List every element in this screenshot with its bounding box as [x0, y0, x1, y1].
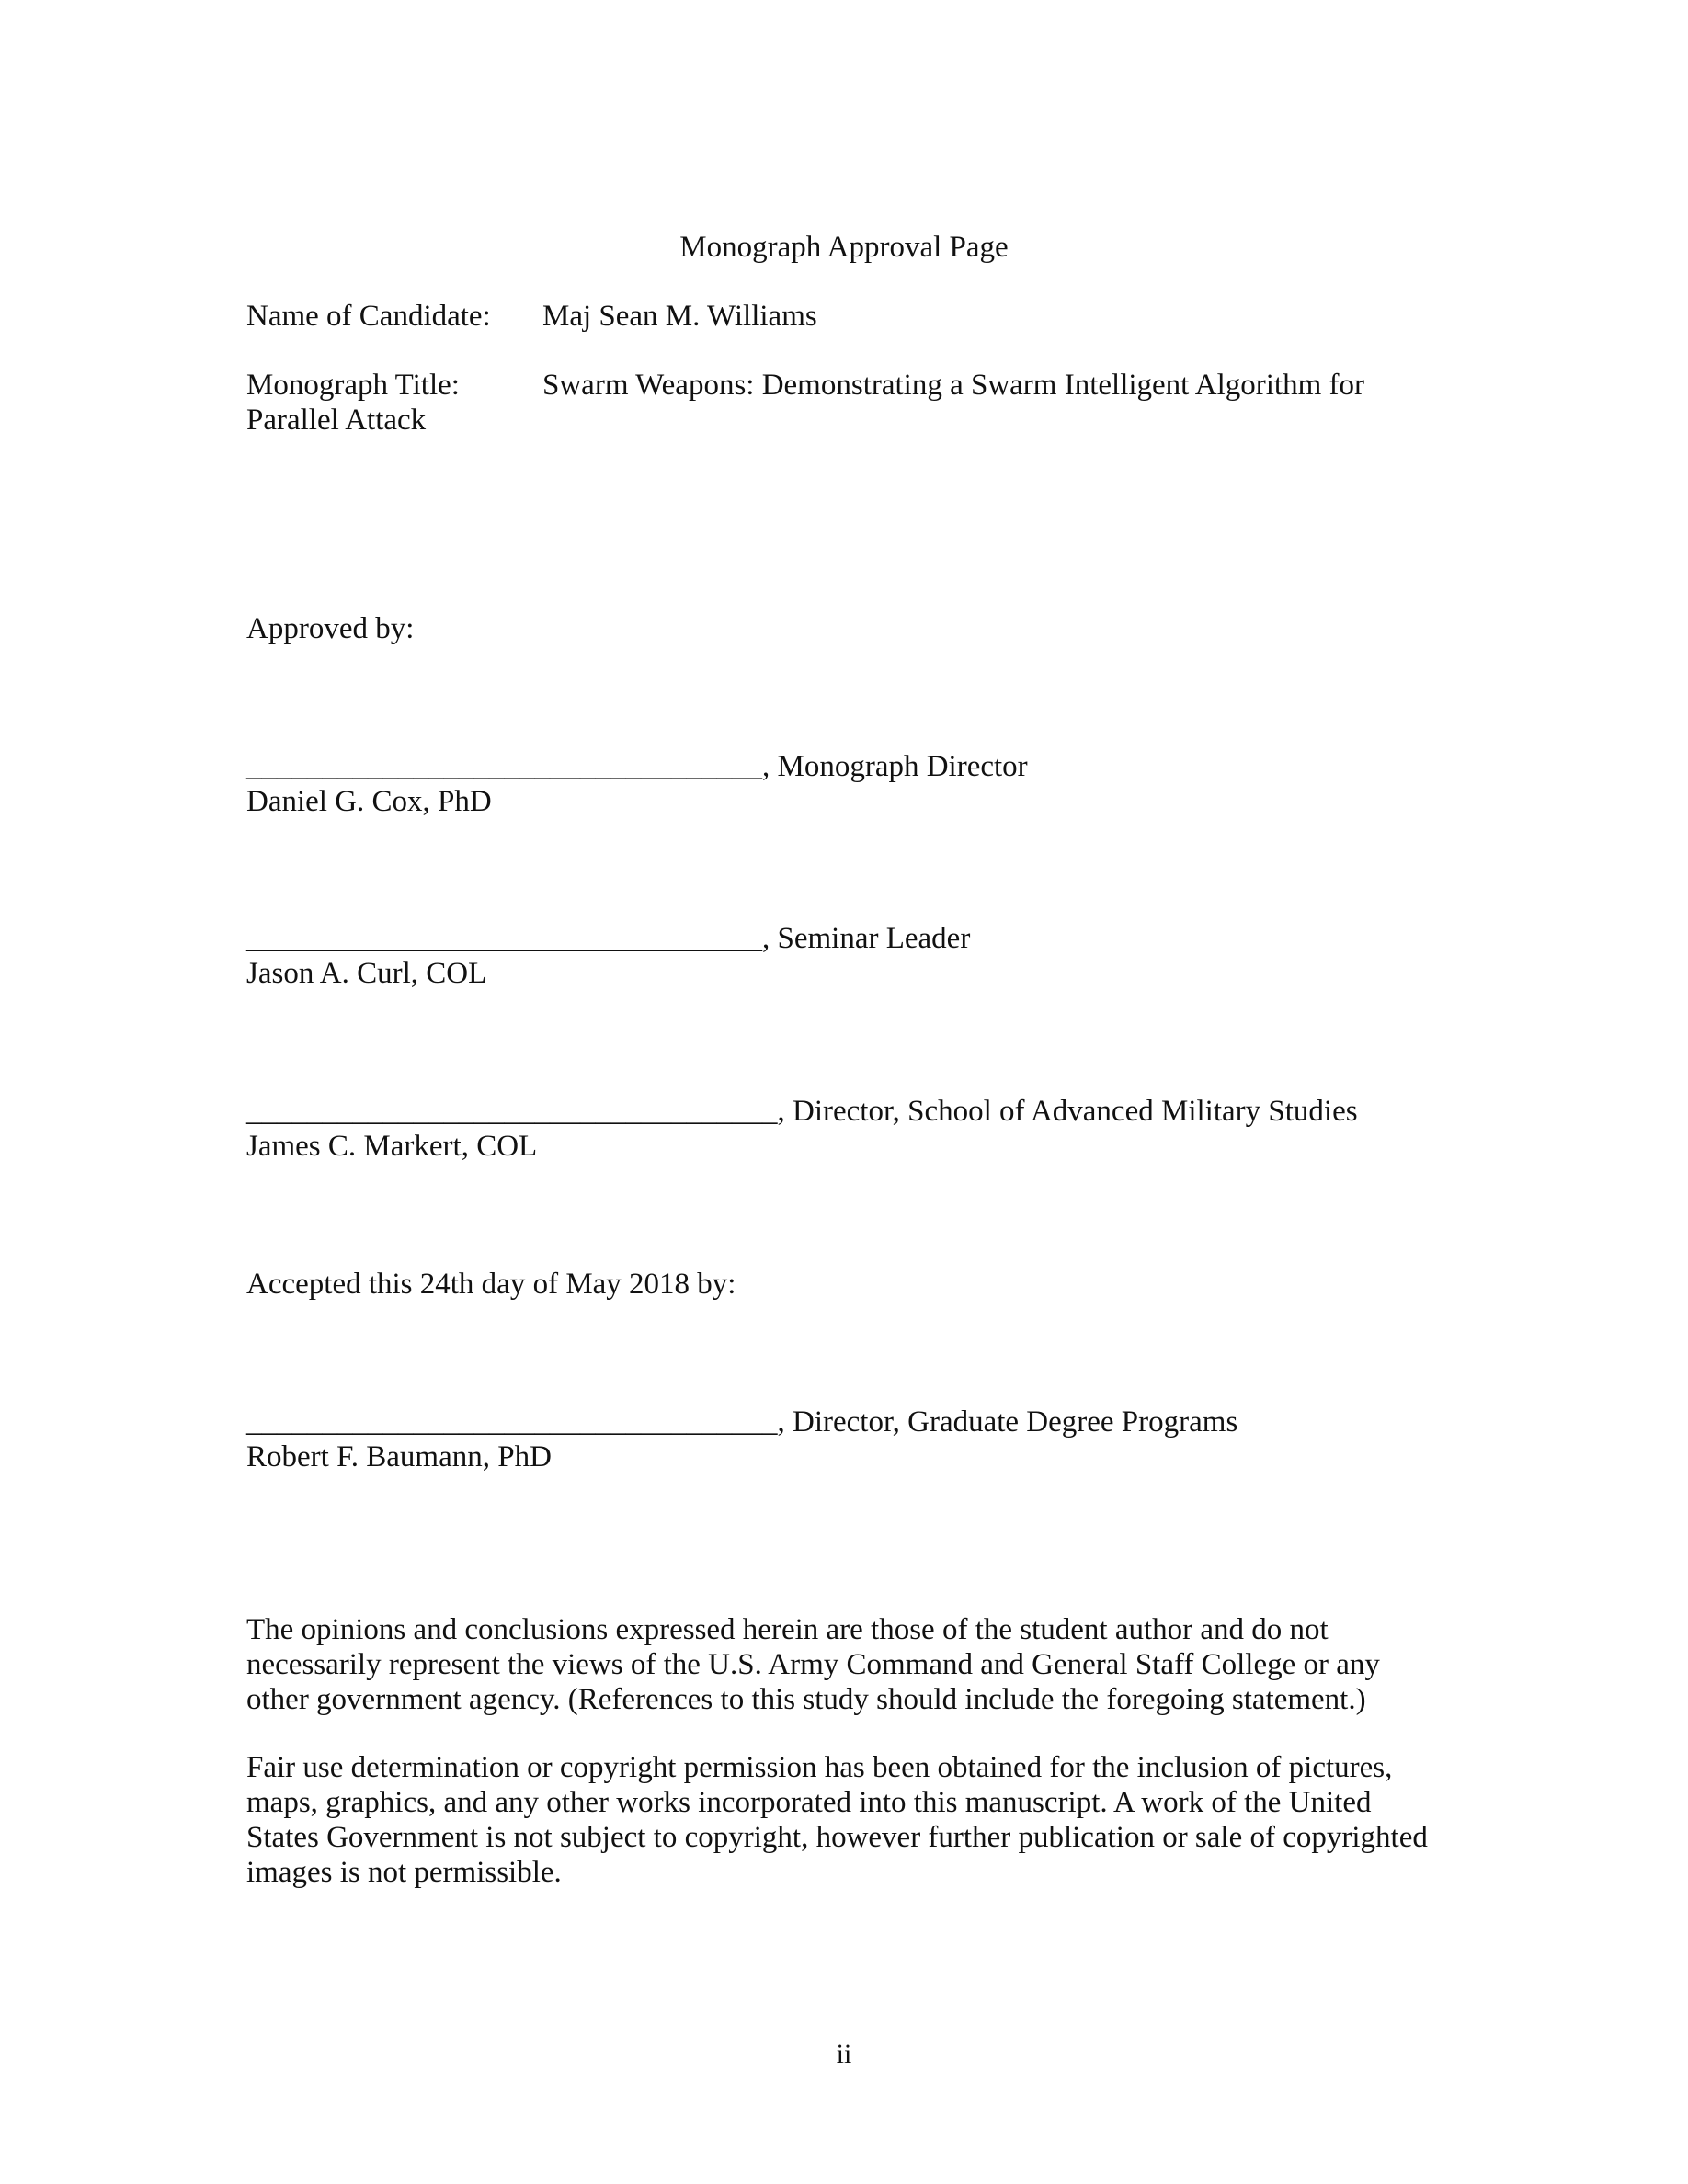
- paragraph-line: images is not permissible.: [246, 1856, 562, 1889]
- signature-role: , Monograph Director: [762, 750, 1028, 783]
- signatory-name: Jason A. Curl, COL: [246, 957, 487, 990]
- signature-line: ___________________________________: [246, 1405, 778, 1439]
- accepted-statement: Accepted this 24th day of May 2018 by:: [246, 1268, 736, 1301]
- candidate-label: Name of Candidate:: [246, 300, 491, 333]
- monograph-title-value: Swarm Weapons: Demonstrating a Swarm Intelligent Algorithm for: [542, 369, 1364, 402]
- paragraph-line: necessarily represent the views of the U.S. Army Command and General Staff College or any: [246, 1648, 1380, 1681]
- monograph-title-continuation: Parallel Attack: [246, 404, 427, 437]
- page-title: Monograph Approval Page: [679, 231, 1009, 264]
- signatory-name: James C. Markert, COL: [246, 1130, 538, 1163]
- paragraph-line: Fair use determination or copyright permission has been obtained for the inclusion of pictures,: [246, 1751, 1393, 1784]
- signature-role: , Director, Graduate Degree Programs: [777, 1405, 1238, 1439]
- page-number: ii: [836, 2039, 852, 2069]
- signature-line: __________________________________: [246, 750, 762, 783]
- signature-block-seminar-leader: [246, 921, 970, 956]
- signatory-name: Robert F. Baumann, PhD: [246, 1440, 552, 1473]
- approved-by-label: Approved by:: [246, 612, 415, 645]
- signature-role: , Seminar Leader: [762, 922, 971, 955]
- signatory-name: Daniel G. Cox, PhD: [246, 785, 492, 818]
- monograph-title-label: Monograph Title:: [246, 369, 460, 402]
- signature-block-sams-director: [246, 1094, 1358, 1129]
- paragraph-line: other government agency. (References to this study should include the foregoing statement.): [246, 1683, 1366, 1716]
- paragraph-line: maps, graphics, and any other works incorporated into this manuscript. A work of the United: [246, 1786, 1372, 1819]
- signature-line: __________________________________: [246, 922, 762, 955]
- signature-block-graduate-programs: [246, 1405, 1237, 1439]
- fair-use-paragraph: [246, 1750, 1442, 1890]
- candidate-name: Maj Sean M. Williams: [542, 300, 817, 333]
- signature-block-director: [246, 749, 1028, 784]
- paragraph-line: The opinions and conclusions expressed herein are those of the student author and do not: [246, 1613, 1329, 1646]
- paragraph-line: States Government is not subject to copyright, however further publication or sale of copyrighted: [246, 1821, 1428, 1854]
- disclaimer-paragraph: [246, 1612, 1442, 1717]
- signature-role: , Director, School of Advanced Military Studies: [777, 1095, 1358, 1128]
- signature-line: ___________________________________: [246, 1095, 778, 1128]
